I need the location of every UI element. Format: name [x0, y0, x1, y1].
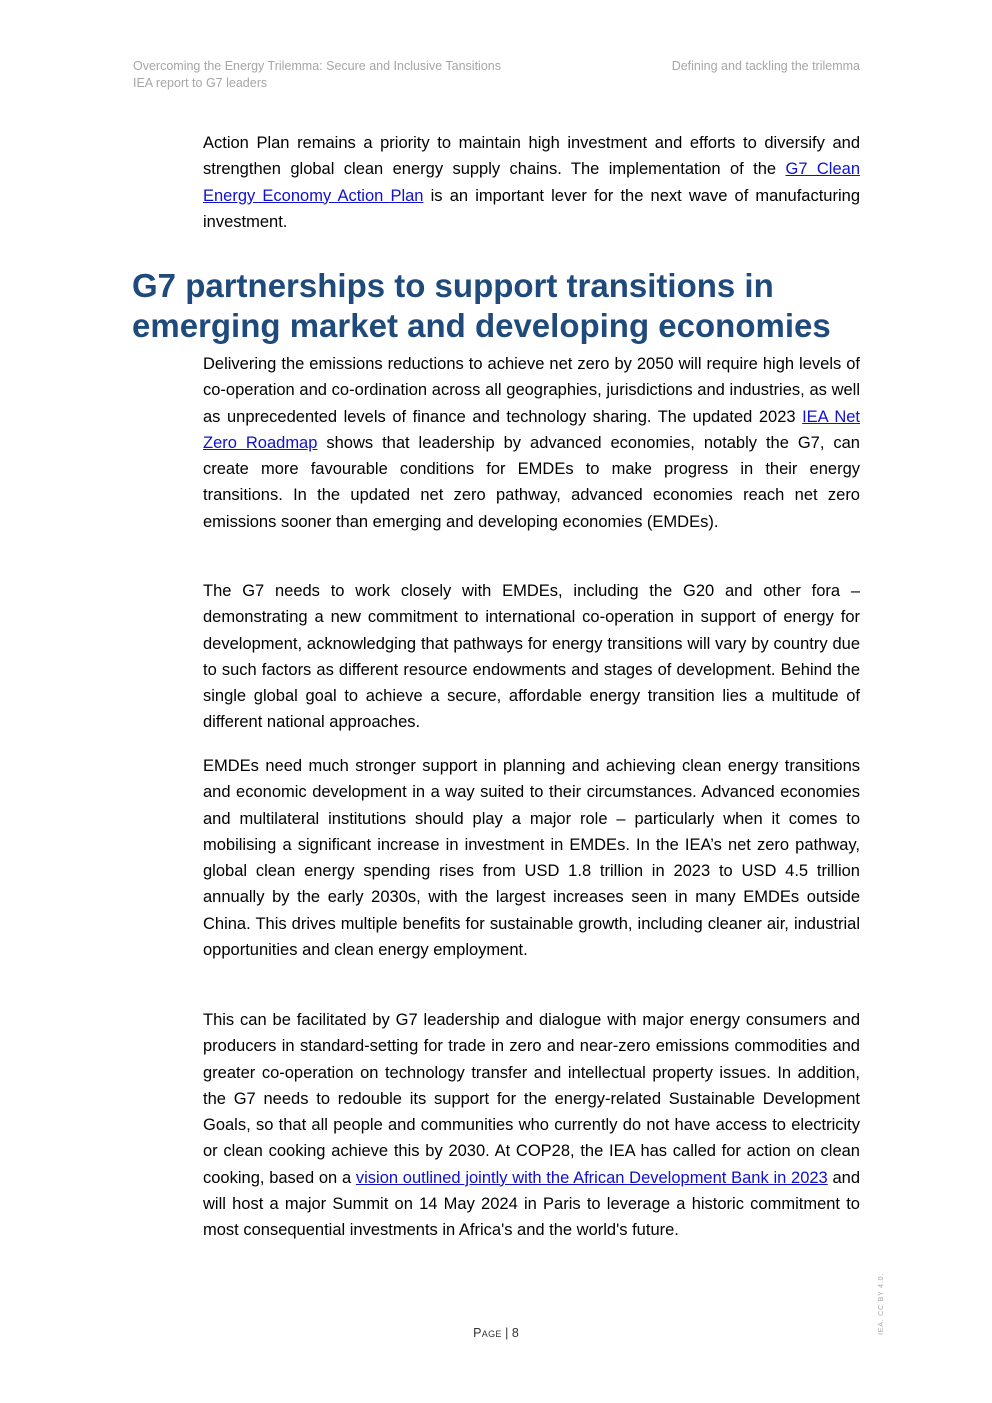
paragraph-g7-emdes-cooperation: The G7 needs to work closely with EMDEs, including the G20 and other fora – demonstrating a new commitment to international co-operation in support of energy for development, acknowledging that pathways for energy transitions will vary by country due to such factors as different resource endowments and stages of development. Behind the single global goal to achieve a secure, affordable energy transition lies a multitude of different national approaches. — [203, 582, 860, 732]
iea-net-zero-roadmap-link[interactable]: IEA Net Zero Roadmap — [203, 407, 860, 452]
intro-text-end: is an important lever for the next wave of manufacturing investment. — [203, 186, 860, 231]
report-title: Overcoming the Energy Trilemma: Secure and Inclusive Tansitions — [133, 59, 501, 73]
section-heading: G7 partnerships to support transitions in emerging market and developing economies — [132, 267, 831, 344]
report-subtitle: IEA report to G7 leaders — [133, 76, 268, 90]
page-label: Page — [473, 1326, 502, 1340]
running-header-left — [133, 58, 501, 92]
para1-text-start: Delivering the emissions reductions to achieve net zero by 2050 will require high levels of co-operation and co-ordination across all geographies, jurisdictions and industries, as well as unprecedented levels of finance and technology sharing. The updated 2023 — [203, 355, 860, 426]
page-number: 8 — [511, 1326, 519, 1340]
page-separator: | — [501, 1326, 512, 1340]
para1-text-end: shows that leadership by advanced economies, notably the G7, can create more favourable conditions for EMDEs to make progress in their energy transitions. In the updated net zero pathway, advanced economies reach net zero emissions sooner than emerging and developing economies (EMDEs). — [203, 433, 860, 531]
intro-text-start: Action Plan remains a priority to maintain high investment and efforts to diversify and strengthen global clean energy supply chains. The implementation of the — [203, 134, 860, 179]
paragraph-emdes-support: EMDEs need much stronger support in planning and achieving clean energy transitions and economic development in a way suited to their circumstances. Advanced economies and multilateral institutions should play a major role – particularly when it comes to mobilising a significant increase in investment in EMDEs. In the IEA’s net zero pathway, global clean energy spending rises from USD 1.8 trillion in 2023 to USD 4.5 trillion annually by the early 2030s, with the largest increases seen in many EMDEs outside China. This drives multiple benefits for sustainable growth, including cleaner air, industrial opportunities and clean energy employment. — [203, 757, 860, 960]
page-footer — [0, 1326, 992, 1340]
paragraph-g7-leadership — [203, 1007, 860, 1244]
g7-action-plan-link[interactable]: G7 Clean Energy Economy Action Plan — [203, 160, 860, 205]
para4-text-end: and will host a major Summit on 14 May 2024 in Paris to leverage a historic commitment to most consequential investments in Africa's and the world's future. — [203, 1168, 860, 1240]
intro-paragraph — [203, 130, 860, 235]
chapter-title: Defining and tackling the trilemma — [671, 59, 860, 73]
african-development-bank-vision-link[interactable]: vision outlined jointly with the African Development Bank in 2023 — [355, 1168, 828, 1187]
license-notice: IEA. CC BY 4.0. — [878, 1272, 885, 1335]
paragraph-net-zero-cooperation — [203, 351, 860, 535]
para4-text-start: This can be facilitated by G7 leadership and dialogue with major energy consumers and producers in standard-setting for trade in zero and near-zero emissions commodities and greater co-operation on technology transfer and intellectual property issues. In addition, the G7 needs to redouble its support for the energy-related Sustainable Development Goals, so that all people and communities who currently do not have access to electricity or clean cooking achieve this by 2030. At COP28, the IEA has called for action on clean cooking, based on a — [203, 1011, 860, 1187]
